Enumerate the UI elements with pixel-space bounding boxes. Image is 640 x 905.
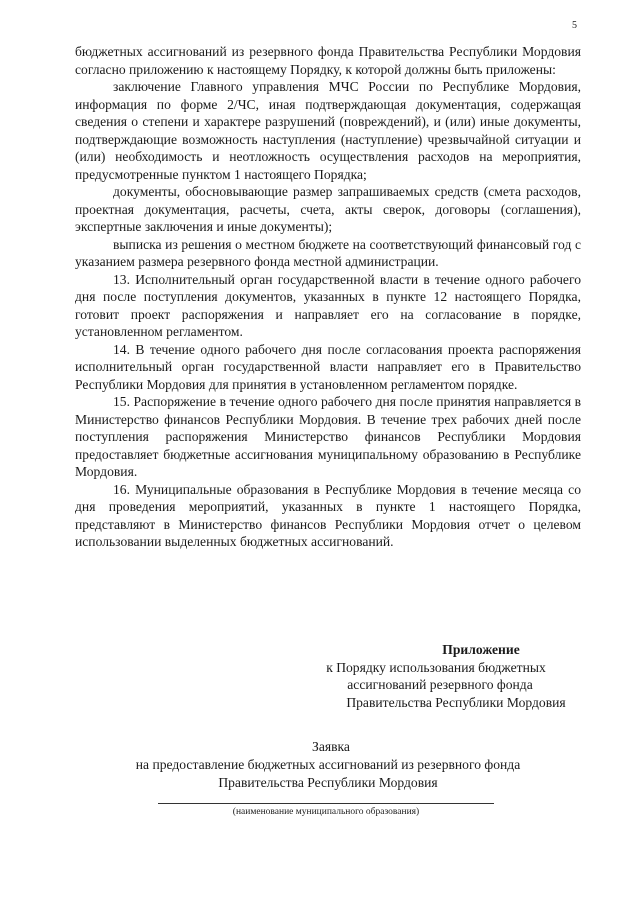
paragraph-item-16: 16. Муниципальные образования в Республике Мордовия в течение месяца со дня проведения мероприятий, указанных в пункте 1 настоящего Порядка, представляют в Министерство финансов Республики Мордовия отчет о целевом использовании выделенных бюджетных ассигнований. [75,481,581,549]
appendix-title: Приложение [442,642,520,657]
appendix-header [290,641,582,711]
request-title: Заявка [312,739,350,754]
page-number: 5 [572,20,577,31]
appendix-line: ассигнований резервного фонда [347,677,533,692]
paragraph: бюджетных ассигнований из резервного фонда Правительства Республики Мордовия согласно приложению к настоящему Порядку, к которой должны быть приложены: [75,44,581,77]
municipality-name-field[interactable] [158,803,494,804]
request-subtitle: Правительства Республики Мордовия [218,775,438,790]
paragraph: документы, обосновывающие размер запрашиваемых средств (смета расходов, проектная документация, расчеты, счета, акты сверок, договоры (соглашения), экспертные заключения и иные документы); [75,184,581,234]
request-heading [75,738,581,792]
document-body [75,43,581,551]
appendix-line: Правительства Республики Мордовия [346,694,566,710]
request-subtitle: на предоставление бюджетных ассигнований из резервного фонда [135,757,521,772]
paragraph: заключение Главного управления МЧС России по Республике Мордовия, информация по форме 2/ЧС, иная подтверждающая документация, содержащая сведения о степени и характере разрушений (повреждений), и (или) иные документы, подтверждающие возможность наступления (наступление) чрезвычайной ситуации и (или) необходимость и неотложность осуществления расходов на мероприятия, предусмотренные пунктом 1 настоящего Порядка; [75,79,581,182]
field-caption: (наименование муниципального образования) [232,807,420,817]
paragraph-item-15: 15. Распоряжение в течение одного рабочего дня после принятия направляется в Министерство финансов Республики Мордовия. В течение трех рабочих дней после поступления распоряжения Министерство финансов Республики Мордовия предоставляет бюджетные ассигнования муниципальному образованию в Республике Мордовия. [75,394,581,479]
paragraph: выписка из решения о местном бюджете на соответствующий финансовый год с указанием размера резервного фонда местной администрации. [75,236,581,269]
paragraph-item-13: 13. Исполнительный орган государственной власти в течение одного рабочего дня после поступления документов, указанных в пункте 12 настоящего Порядка, готовит проект распоряжения и направляет его на согласование в порядке, установленном регламентом. [75,271,581,339]
paragraph-item-14: 14. В течение одного рабочего дня после согласования проекта распоряжения исполнительный орган государственной власти направляет его в Правительство Республики Мордовия для принятия в установленном регламентом порядке. [75,341,581,392]
appendix-line: к Порядку использования бюджетных [326,659,546,675]
